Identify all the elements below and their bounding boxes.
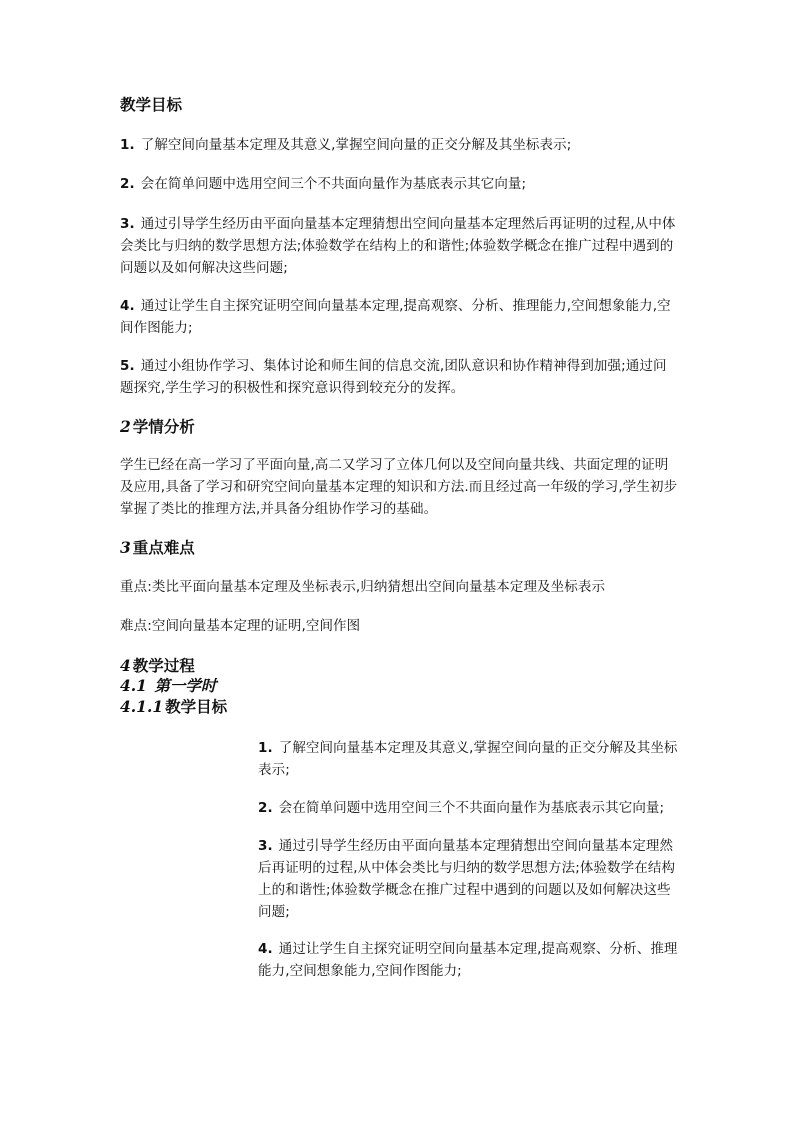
key-points-heading: 3 重点难点: [120, 538, 195, 557]
sub-goal-item-2: 2. 会在简单问题中选用空间三个不共面向量作为基底表示其它向量;: [258, 800, 665, 816]
key-point-paragraph: 重点:类比平面向量基本定理及坐标表示,归纳猜想出空间向量基本定理及坐标表示: [120, 579, 606, 595]
analysis-heading: 2 学情分析: [120, 417, 195, 436]
process-heading: 4 教学过程: [120, 656, 195, 675]
goals-heading: 教学目标: [120, 96, 183, 114]
process-subheading-2: 4.1.1 教学目标: [120, 697, 228, 716]
sub-goal-item-4: 4. 通过让学生自主探究证明空间向量基本定理,提高观察、分析、推理能力,空间想象能力,空间作图能力;: [258, 941, 678, 979]
sub-goal-item-3: 3. 通过引导学生经历由平面向量基本定理猜想出空间向量基本定理然后再证明的过程,从中体会类比与归纳的数学思想方法;体验数学在结构上的和谐性;体验数学概念在推广过程中遇到的问题以及如何解决这些问题;: [258, 838, 676, 920]
process-subheading-1: 4.1 第一学时: [120, 676, 217, 695]
analysis-paragraph: 学生已经在高一学习了平面向量,高二又学习了立体几何以及空间向量共线、共面定理的证明及应用,具备了学习和研究空间向量基本定理的知识和方法.而且经过高一年级的学习,学生初步掌握了类比的推理方法,并具备分组协作学习的基础。: [120, 457, 678, 517]
goal-item-1: 1. 了解空间向量基本定理及其意义,掌握空间向量的正交分解及其坐标表示;: [120, 137, 572, 153]
sub-goal-item-1: 1. 了解空间向量基本定理及其意义,掌握空间向量的正交分解及其坐标表示;: [258, 740, 678, 778]
goal-item-5: 5. 通过小组协作学习、集体讨论和师生间的信息交流,团队意识和协作精神得到加强;通过问题探究,学生学习的积极性和探究意识得到较充分的发挥。: [120, 358, 667, 396]
difficulty-paragraph: 难点:空间向量基本定理的证明,空间作图: [120, 618, 361, 634]
goal-item-2: 2. 会在简单问题中选用空间三个不共面向量作为基底表示其它向量;: [120, 176, 527, 192]
goal-item-3: 3. 通过引导学生经历由平面向量基本定理猜想出空间向量基本定理然后再证明的过程,从中体会类比与归纳的数学思想方法;体验数学在结构上的和谐性;体验数学概念在推广过程中遇到的问题以及如何解决这些问题;: [120, 216, 676, 276]
goal-item-4: 4. 通过让学生自主探究证明空间向量基本定理,提高观察、分析、推理能力,空间想象能力,空间作图能力;: [120, 298, 671, 336]
